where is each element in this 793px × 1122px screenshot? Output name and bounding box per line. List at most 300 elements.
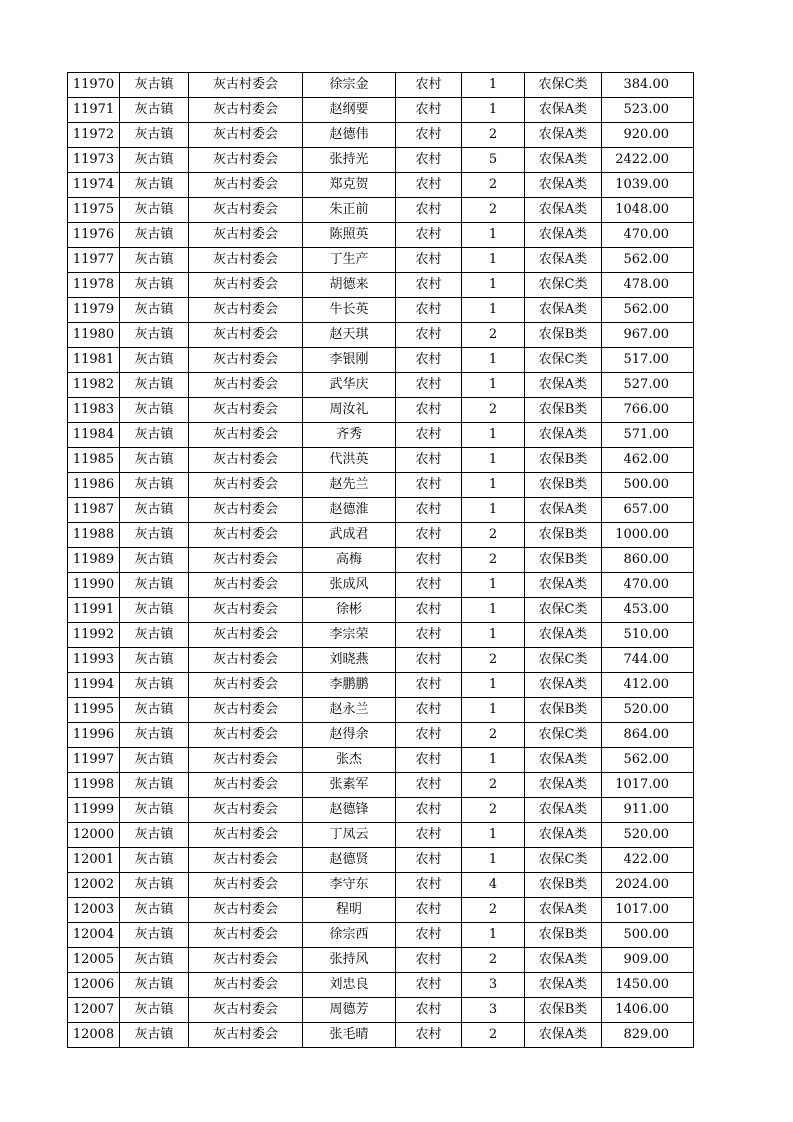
table-row bbox=[68, 273, 694, 298]
household-count-cell: 1 bbox=[462, 698, 525, 723]
row-id-cell: 12002 bbox=[68, 873, 120, 898]
village-committee-cell: 灰古村委会 bbox=[189, 498, 303, 523]
row-id-cell: 11989 bbox=[68, 548, 120, 573]
town-cell: 灰古镇 bbox=[120, 1023, 189, 1048]
amount-cell: 412.00 bbox=[602, 673, 694, 698]
village-committee-cell: 灰古村委会 bbox=[189, 998, 303, 1023]
insurance-category-cell: 农保A类 bbox=[525, 573, 602, 598]
amount-cell: 523.00 bbox=[602, 98, 694, 123]
row-id-cell: 11972 bbox=[68, 123, 120, 148]
amount-cell: 920.00 bbox=[602, 123, 694, 148]
household-count-cell: 1 bbox=[462, 848, 525, 873]
insurance-category-cell: 农保C类 bbox=[525, 273, 602, 298]
amount-cell: 864.00 bbox=[602, 723, 694, 748]
row-id-cell: 11976 bbox=[68, 223, 120, 248]
household-count-cell: 1 bbox=[462, 923, 525, 948]
town-cell: 灰古镇 bbox=[120, 573, 189, 598]
amount-cell: 2422.00 bbox=[602, 148, 694, 173]
town-cell: 灰古镇 bbox=[120, 448, 189, 473]
town-cell: 灰古镇 bbox=[120, 923, 189, 948]
village-committee-cell: 灰古村委会 bbox=[189, 348, 303, 373]
insurance-category-cell: 农保B类 bbox=[525, 923, 602, 948]
table-row bbox=[68, 823, 694, 848]
village-committee-cell: 灰古村委会 bbox=[189, 1023, 303, 1048]
insurance-category-cell: 农保A类 bbox=[525, 298, 602, 323]
household-count-cell: 2 bbox=[462, 1023, 525, 1048]
table-row bbox=[68, 448, 694, 473]
town-cell: 灰古镇 bbox=[120, 948, 189, 973]
household-count-cell: 1 bbox=[462, 298, 525, 323]
table-row bbox=[68, 73, 694, 98]
insurance-category-cell: 农保A类 bbox=[525, 748, 602, 773]
table-row bbox=[68, 298, 694, 323]
insurance-category-cell: 农保B类 bbox=[525, 548, 602, 573]
town-cell: 灰古镇 bbox=[120, 723, 189, 748]
town-cell: 灰古镇 bbox=[120, 648, 189, 673]
insurance-category-cell: 农保A类 bbox=[525, 798, 602, 823]
town-cell: 灰古镇 bbox=[120, 848, 189, 873]
table-row bbox=[68, 598, 694, 623]
insurance-category-cell: 农保A类 bbox=[525, 198, 602, 223]
insurance-category-cell: 农保B类 bbox=[525, 323, 602, 348]
amount-cell: 1048.00 bbox=[602, 198, 694, 223]
village-committee-cell: 灰古村委会 bbox=[189, 398, 303, 423]
row-id-cell: 11974 bbox=[68, 173, 120, 198]
insurance-category-cell: 农保C类 bbox=[525, 848, 602, 873]
town-cell: 灰古镇 bbox=[120, 223, 189, 248]
household-count-cell: 1 bbox=[462, 423, 525, 448]
village-committee-cell: 灰古村委会 bbox=[189, 198, 303, 223]
row-id-cell: 12004 bbox=[68, 923, 120, 948]
amount-cell: 510.00 bbox=[602, 623, 694, 648]
insurance-category-cell: 农保A类 bbox=[525, 773, 602, 798]
area-type-cell: 农村 bbox=[396, 723, 462, 748]
area-type-cell: 农村 bbox=[396, 423, 462, 448]
insurance-category-cell: 农保A类 bbox=[525, 823, 602, 848]
town-cell: 灰古镇 bbox=[120, 73, 189, 98]
town-cell: 灰古镇 bbox=[120, 323, 189, 348]
row-id-cell: 12001 bbox=[68, 848, 120, 873]
village-committee-cell: 灰古村委会 bbox=[189, 723, 303, 748]
person-name-cell: 赵德伟 bbox=[303, 123, 396, 148]
area-type-cell: 农村 bbox=[396, 598, 462, 623]
household-count-cell: 2 bbox=[462, 723, 525, 748]
amount-cell: 766.00 bbox=[602, 398, 694, 423]
household-count-cell: 2 bbox=[462, 198, 525, 223]
household-count-cell: 1 bbox=[462, 223, 525, 248]
household-count-cell: 1 bbox=[462, 748, 525, 773]
amount-cell: 1450.00 bbox=[602, 973, 694, 998]
table-row bbox=[68, 623, 694, 648]
person-name-cell: 赵得余 bbox=[303, 723, 396, 748]
area-type-cell: 农村 bbox=[396, 323, 462, 348]
row-id-cell: 11977 bbox=[68, 248, 120, 273]
household-count-cell: 5 bbox=[462, 148, 525, 173]
table-row bbox=[68, 248, 694, 273]
amount-cell: 744.00 bbox=[602, 648, 694, 673]
person-name-cell: 牛长英 bbox=[303, 298, 396, 323]
village-committee-cell: 灰古村委会 bbox=[189, 323, 303, 348]
row-id-cell: 11988 bbox=[68, 523, 120, 548]
insurance-category-cell: 农保A类 bbox=[525, 98, 602, 123]
village-committee-cell: 灰古村委会 bbox=[189, 273, 303, 298]
village-committee-cell: 灰古村委会 bbox=[189, 148, 303, 173]
household-count-cell: 1 bbox=[462, 823, 525, 848]
area-type-cell: 农村 bbox=[396, 948, 462, 973]
table-row bbox=[68, 123, 694, 148]
row-id-cell: 11983 bbox=[68, 398, 120, 423]
amount-cell: 470.00 bbox=[602, 573, 694, 598]
row-id-cell: 11982 bbox=[68, 373, 120, 398]
area-type-cell: 农村 bbox=[396, 248, 462, 273]
insurance-category-cell: 农保A类 bbox=[525, 373, 602, 398]
row-id-cell: 11986 bbox=[68, 473, 120, 498]
village-committee-cell: 灰古村委会 bbox=[189, 448, 303, 473]
person-name-cell: 丁凤云 bbox=[303, 823, 396, 848]
village-committee-cell: 灰古村委会 bbox=[189, 923, 303, 948]
person-name-cell: 李银刚 bbox=[303, 348, 396, 373]
insurance-category-cell: 农保B类 bbox=[525, 698, 602, 723]
household-count-cell: 2 bbox=[462, 898, 525, 923]
area-type-cell: 农村 bbox=[396, 223, 462, 248]
insurance-category-cell: 农保A类 bbox=[525, 973, 602, 998]
town-cell: 灰古镇 bbox=[120, 598, 189, 623]
household-count-cell: 2 bbox=[462, 523, 525, 548]
amount-cell: 1039.00 bbox=[602, 173, 694, 198]
town-cell: 灰古镇 bbox=[120, 973, 189, 998]
village-committee-cell: 灰古村委会 bbox=[189, 523, 303, 548]
amount-cell: 500.00 bbox=[602, 923, 694, 948]
row-id-cell: 11975 bbox=[68, 198, 120, 223]
insurance-category-cell: 农保A类 bbox=[525, 623, 602, 648]
area-type-cell: 农村 bbox=[396, 148, 462, 173]
row-id-cell: 11999 bbox=[68, 798, 120, 823]
table-row bbox=[68, 198, 694, 223]
household-count-cell: 2 bbox=[462, 948, 525, 973]
town-cell: 灰古镇 bbox=[120, 773, 189, 798]
insurance-category-cell: 农保A类 bbox=[525, 223, 602, 248]
row-id-cell: 11980 bbox=[68, 323, 120, 348]
area-type-cell: 农村 bbox=[396, 573, 462, 598]
area-type-cell: 农村 bbox=[396, 648, 462, 673]
village-committee-cell: 灰古村委会 bbox=[189, 623, 303, 648]
table-row bbox=[68, 98, 694, 123]
person-name-cell: 齐秀 bbox=[303, 423, 396, 448]
household-count-cell: 1 bbox=[462, 573, 525, 598]
town-cell: 灰古镇 bbox=[120, 473, 189, 498]
table-row bbox=[68, 848, 694, 873]
area-type-cell: 农村 bbox=[396, 448, 462, 473]
person-name-cell: 胡德来 bbox=[303, 273, 396, 298]
person-name-cell: 丁生产 bbox=[303, 248, 396, 273]
person-name-cell: 张毛晴 bbox=[303, 1023, 396, 1048]
household-count-cell: 1 bbox=[462, 248, 525, 273]
town-cell: 灰古镇 bbox=[120, 173, 189, 198]
insurance-category-cell: 农保B类 bbox=[525, 473, 602, 498]
area-type-cell: 农村 bbox=[396, 748, 462, 773]
row-id-cell: 11981 bbox=[68, 348, 120, 373]
person-name-cell: 周德芳 bbox=[303, 998, 396, 1023]
area-type-cell: 农村 bbox=[396, 923, 462, 948]
person-name-cell: 李宗荣 bbox=[303, 623, 396, 648]
area-type-cell: 农村 bbox=[396, 898, 462, 923]
household-count-cell: 2 bbox=[462, 648, 525, 673]
insurance-category-cell: 农保B类 bbox=[525, 873, 602, 898]
village-committee-cell: 灰古村委会 bbox=[189, 873, 303, 898]
town-cell: 灰古镇 bbox=[120, 798, 189, 823]
household-count-cell: 1 bbox=[462, 98, 525, 123]
table-row bbox=[68, 998, 694, 1023]
table-row bbox=[68, 548, 694, 573]
person-name-cell: 赵永兰 bbox=[303, 698, 396, 723]
household-count-cell: 2 bbox=[462, 398, 525, 423]
household-count-cell: 2 bbox=[462, 773, 525, 798]
row-id-cell: 11984 bbox=[68, 423, 120, 448]
person-name-cell: 赵纲要 bbox=[303, 98, 396, 123]
area-type-cell: 农村 bbox=[396, 123, 462, 148]
row-id-cell: 11979 bbox=[68, 298, 120, 323]
row-id-cell: 11997 bbox=[68, 748, 120, 773]
town-cell: 灰古镇 bbox=[120, 248, 189, 273]
insurance-category-cell: 农保A类 bbox=[525, 173, 602, 198]
person-name-cell: 赵德贤 bbox=[303, 848, 396, 873]
area-type-cell: 农村 bbox=[396, 473, 462, 498]
household-count-cell: 1 bbox=[462, 673, 525, 698]
town-cell: 灰古镇 bbox=[120, 373, 189, 398]
amount-cell: 562.00 bbox=[602, 248, 694, 273]
insurance-category-cell: 农保A类 bbox=[525, 948, 602, 973]
amount-cell: 911.00 bbox=[602, 798, 694, 823]
table-row bbox=[68, 423, 694, 448]
area-type-cell: 农村 bbox=[396, 298, 462, 323]
table-row bbox=[68, 698, 694, 723]
village-committee-cell: 灰古村委会 bbox=[189, 173, 303, 198]
row-id-cell: 11973 bbox=[68, 148, 120, 173]
village-committee-cell: 灰古村委会 bbox=[189, 223, 303, 248]
insurance-category-cell: 农保A类 bbox=[525, 1023, 602, 1048]
area-type-cell: 农村 bbox=[396, 98, 462, 123]
town-cell: 灰古镇 bbox=[120, 623, 189, 648]
household-count-cell: 2 bbox=[462, 123, 525, 148]
person-name-cell: 郑克贺 bbox=[303, 173, 396, 198]
area-type-cell: 农村 bbox=[396, 198, 462, 223]
village-committee-cell: 灰古村委会 bbox=[189, 798, 303, 823]
insurance-category-cell: 农保A类 bbox=[525, 423, 602, 448]
area-type-cell: 农村 bbox=[396, 548, 462, 573]
row-id-cell: 11993 bbox=[68, 648, 120, 673]
area-type-cell: 农村 bbox=[396, 1023, 462, 1048]
area-type-cell: 农村 bbox=[396, 798, 462, 823]
insurance-category-cell: 农保A类 bbox=[525, 123, 602, 148]
table-row bbox=[68, 148, 694, 173]
insurance-category-cell: 农保B类 bbox=[525, 523, 602, 548]
table-row bbox=[68, 898, 694, 923]
table-row bbox=[68, 473, 694, 498]
amount-cell: 1017.00 bbox=[602, 898, 694, 923]
household-count-cell: 1 bbox=[462, 598, 525, 623]
household-count-cell: 4 bbox=[462, 873, 525, 898]
area-type-cell: 农村 bbox=[396, 373, 462, 398]
town-cell: 灰古镇 bbox=[120, 273, 189, 298]
town-cell: 灰古镇 bbox=[120, 198, 189, 223]
amount-cell: 500.00 bbox=[602, 473, 694, 498]
amount-cell: 422.00 bbox=[602, 848, 694, 873]
household-count-cell: 1 bbox=[462, 273, 525, 298]
row-id-cell: 11998 bbox=[68, 773, 120, 798]
town-cell: 灰古镇 bbox=[120, 998, 189, 1023]
person-name-cell: 张持风 bbox=[303, 948, 396, 973]
person-name-cell: 赵先兰 bbox=[303, 473, 396, 498]
amount-cell: 2024.00 bbox=[602, 873, 694, 898]
insurance-category-cell: 农保C类 bbox=[525, 73, 602, 98]
household-count-cell: 1 bbox=[462, 373, 525, 398]
row-id-cell: 11970 bbox=[68, 73, 120, 98]
amount-cell: 520.00 bbox=[602, 823, 694, 848]
person-name-cell: 徐宗西 bbox=[303, 923, 396, 948]
household-count-cell: 1 bbox=[462, 348, 525, 373]
village-committee-cell: 灰古村委会 bbox=[189, 698, 303, 723]
person-name-cell: 赵德淮 bbox=[303, 498, 396, 523]
row-id-cell: 11994 bbox=[68, 673, 120, 698]
amount-cell: 562.00 bbox=[602, 298, 694, 323]
town-cell: 灰古镇 bbox=[120, 348, 189, 373]
person-name-cell: 徐宗金 bbox=[303, 73, 396, 98]
village-committee-cell: 灰古村委会 bbox=[189, 898, 303, 923]
area-type-cell: 农村 bbox=[396, 273, 462, 298]
person-name-cell: 武华庆 bbox=[303, 373, 396, 398]
household-count-cell: 2 bbox=[462, 548, 525, 573]
insurance-category-cell: 农保C类 bbox=[525, 598, 602, 623]
amount-cell: 829.00 bbox=[602, 1023, 694, 1048]
row-id-cell: 11990 bbox=[68, 573, 120, 598]
amount-cell: 462.00 bbox=[602, 448, 694, 473]
person-name-cell: 李鹏鹏 bbox=[303, 673, 396, 698]
row-id-cell: 11978 bbox=[68, 273, 120, 298]
person-name-cell: 刘晓燕 bbox=[303, 648, 396, 673]
table-row bbox=[68, 348, 694, 373]
person-name-cell: 程明 bbox=[303, 898, 396, 923]
village-committee-cell: 灰古村委会 bbox=[189, 573, 303, 598]
person-name-cell: 赵天琪 bbox=[303, 323, 396, 348]
person-name-cell: 武成君 bbox=[303, 523, 396, 548]
row-id-cell: 11987 bbox=[68, 498, 120, 523]
table-row bbox=[68, 373, 694, 398]
table-row bbox=[68, 648, 694, 673]
insurance-category-cell: 农保C类 bbox=[525, 348, 602, 373]
area-type-cell: 农村 bbox=[396, 698, 462, 723]
row-id-cell: 11985 bbox=[68, 448, 120, 473]
household-count-cell: 1 bbox=[462, 473, 525, 498]
insurance-category-cell: 农保A类 bbox=[525, 898, 602, 923]
village-committee-cell: 灰古村委会 bbox=[189, 73, 303, 98]
amount-cell: 470.00 bbox=[602, 223, 694, 248]
town-cell: 灰古镇 bbox=[120, 523, 189, 548]
insurance-category-cell: 农保B类 bbox=[525, 998, 602, 1023]
amount-cell: 562.00 bbox=[602, 748, 694, 773]
amount-cell: 453.00 bbox=[602, 598, 694, 623]
table-row bbox=[68, 173, 694, 198]
person-name-cell: 周汝礼 bbox=[303, 398, 396, 423]
table-row bbox=[68, 873, 694, 898]
town-cell: 灰古镇 bbox=[120, 898, 189, 923]
row-id-cell: 12005 bbox=[68, 948, 120, 973]
amount-cell: 520.00 bbox=[602, 698, 694, 723]
village-committee-cell: 灰古村委会 bbox=[189, 98, 303, 123]
village-committee-cell: 灰古村委会 bbox=[189, 598, 303, 623]
person-name-cell: 赵德锋 bbox=[303, 798, 396, 823]
village-committee-cell: 灰古村委会 bbox=[189, 773, 303, 798]
table-row bbox=[68, 223, 694, 248]
person-name-cell: 朱正前 bbox=[303, 198, 396, 223]
insurance-category-cell: 农保A类 bbox=[525, 148, 602, 173]
area-type-cell: 农村 bbox=[396, 73, 462, 98]
person-name-cell: 张素军 bbox=[303, 773, 396, 798]
row-id-cell: 12006 bbox=[68, 973, 120, 998]
village-committee-cell: 灰古村委会 bbox=[189, 973, 303, 998]
table-row bbox=[68, 398, 694, 423]
table-row bbox=[68, 723, 694, 748]
insurance-category-cell: 农保C类 bbox=[525, 723, 602, 748]
amount-cell: 860.00 bbox=[602, 548, 694, 573]
town-cell: 灰古镇 bbox=[120, 698, 189, 723]
person-name-cell: 刘忠良 bbox=[303, 973, 396, 998]
amount-cell: 657.00 bbox=[602, 498, 694, 523]
village-committee-cell: 灰古村委会 bbox=[189, 473, 303, 498]
household-count-cell: 1 bbox=[462, 623, 525, 648]
amount-cell: 1406.00 bbox=[602, 998, 694, 1023]
area-type-cell: 农村 bbox=[396, 973, 462, 998]
town-cell: 灰古镇 bbox=[120, 823, 189, 848]
village-committee-cell: 灰古村委会 bbox=[189, 548, 303, 573]
village-committee-cell: 灰古村委会 bbox=[189, 248, 303, 273]
area-type-cell: 农村 bbox=[396, 673, 462, 698]
table-row bbox=[68, 523, 694, 548]
household-count-cell: 3 bbox=[462, 973, 525, 998]
row-id-cell: 11996 bbox=[68, 723, 120, 748]
amount-cell: 527.00 bbox=[602, 373, 694, 398]
amount-cell: 384.00 bbox=[602, 73, 694, 98]
person-name-cell: 高梅 bbox=[303, 548, 396, 573]
row-id-cell: 12000 bbox=[68, 823, 120, 848]
table-row bbox=[68, 748, 694, 773]
amount-cell: 1000.00 bbox=[602, 523, 694, 548]
person-name-cell: 李守东 bbox=[303, 873, 396, 898]
household-count-cell: 2 bbox=[462, 798, 525, 823]
amount-cell: 909.00 bbox=[602, 948, 694, 973]
row-id-cell: 11995 bbox=[68, 698, 120, 723]
area-type-cell: 农村 bbox=[396, 398, 462, 423]
person-name-cell: 张成风 bbox=[303, 573, 396, 598]
household-count-cell: 2 bbox=[462, 173, 525, 198]
amount-cell: 571.00 bbox=[602, 423, 694, 448]
table-row bbox=[68, 948, 694, 973]
person-name-cell: 代洪英 bbox=[303, 448, 396, 473]
town-cell: 灰古镇 bbox=[120, 423, 189, 448]
table-row bbox=[68, 323, 694, 348]
town-cell: 灰古镇 bbox=[120, 98, 189, 123]
table-row bbox=[68, 498, 694, 523]
household-count-cell: 1 bbox=[462, 73, 525, 98]
area-type-cell: 农村 bbox=[396, 823, 462, 848]
town-cell: 灰古镇 bbox=[120, 673, 189, 698]
table-row bbox=[68, 1023, 694, 1048]
village-committee-cell: 灰古村委会 bbox=[189, 423, 303, 448]
area-type-cell: 农村 bbox=[396, 998, 462, 1023]
data-table bbox=[67, 72, 694, 1048]
person-name-cell: 徐彬 bbox=[303, 598, 396, 623]
village-committee-cell: 灰古村委会 bbox=[189, 673, 303, 698]
row-id-cell: 12007 bbox=[68, 998, 120, 1023]
